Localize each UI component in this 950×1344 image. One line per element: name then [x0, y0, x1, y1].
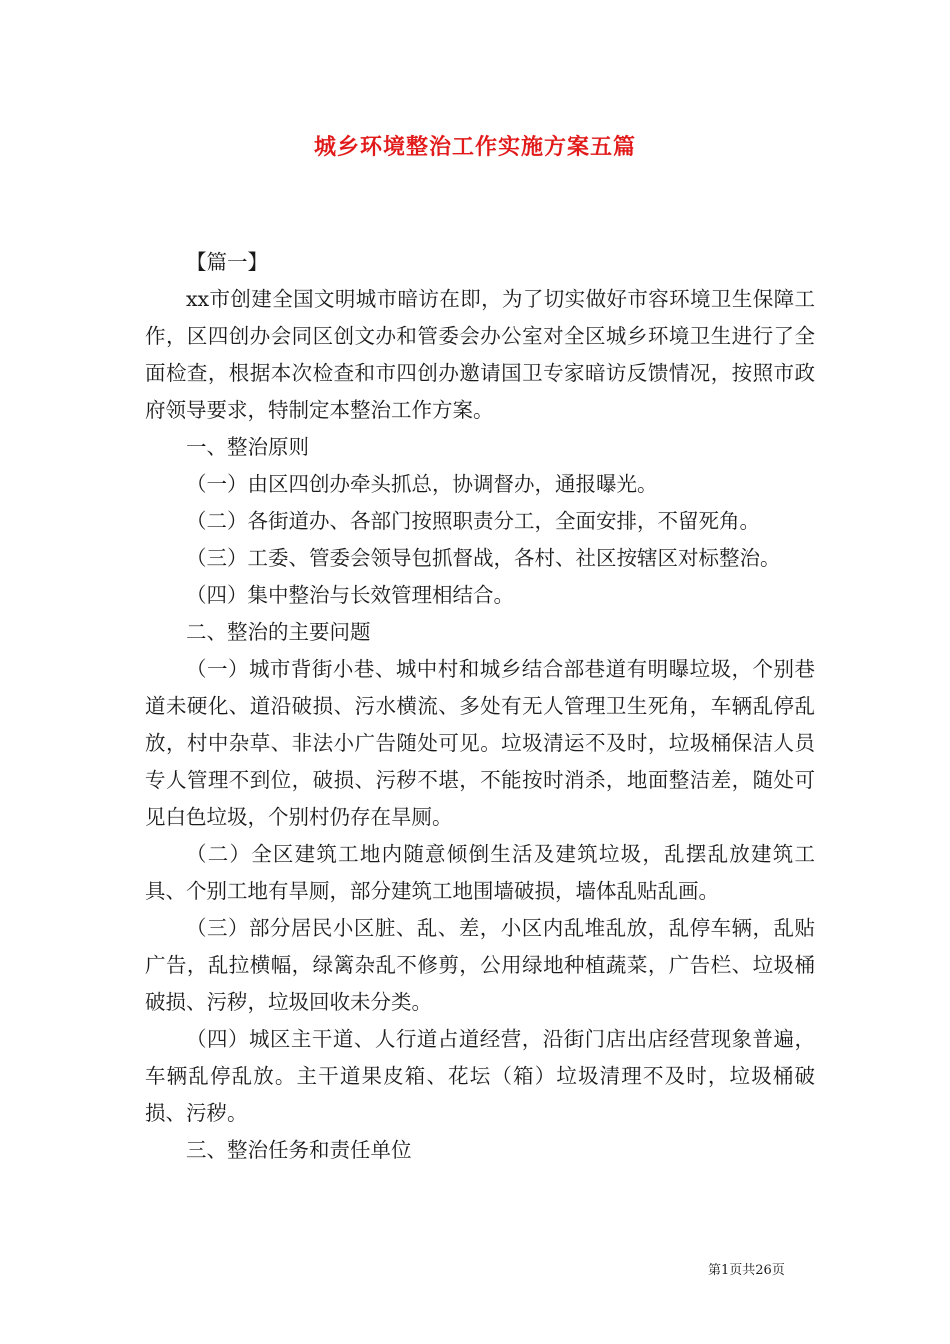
page-number-footer: 第1页共26页: [708, 1263, 785, 1278]
section-heading-part-one: 【篇一】: [186, 250, 268, 274]
problem-item-4: （四）城区主干道、人行道占道经营，沿街门店出店经营现象普遍，车辆乱停乱放。主干道果皮箱、花坛（箱）垃圾清理不及时，垃圾桶破损、污秽。: [145, 1027, 815, 1125]
document-body: [145, 244, 815, 1169]
problem-item-2: （二）全区建筑工地内随意倾倒生活及建筑垃圾，乱摆乱放建筑工具、个别工地有旱厕，部分建筑工地围墙破损，墙体乱贴乱画。: [145, 842, 815, 903]
problem-item-3: （三）部分居民小区脏、乱、差，小区内乱堆乱放，乱停车辆，乱贴广告，乱拉横幅，绿篱杂乱不修剪，公用绿地种植蔬菜，广告栏、垃圾桶破损、污秽，垃圾回收未分类。: [145, 916, 815, 1014]
heading-tasks-units: 三、整治任务和责任单位: [186, 1138, 412, 1162]
principle-item-3: （三）工委、管委会领导包抓督战，各村、社区按辖区对标整治。: [186, 546, 781, 570]
heading-main-problems: 二、整治的主要问题: [186, 620, 371, 644]
principle-item-1: （一）由区四创办牵头抓总，协调督办，通报曝光。: [186, 472, 658, 496]
problem-item-1: （一）城市背街小巷、城中村和城乡结合部巷道有明曝垃圾，个别巷道未硬化、道沿破损、污水横流、多处有无人管理卫生死角，车辆乱停乱放，村中杂草、非法小广告随处可见。垃圾清运不及时，垃圾桶保洁人员专人管理不到位，破损、污秽不堪，不能按时消杀，地面整洁差，随处可见白色垃圾，个别村仍存在旱厕。: [145, 657, 815, 829]
document-title: 城乡环境整治工作实施方案五篇: [313, 134, 636, 160]
paragraph-intro: xx市创建全国文明城市暗访在即，为了切实做好市容环境卫生保障工作，区四创办会同区创文办和管委会办公室对全区城乡环境卫生进行了全面检查，根据本次检查和市四创办邀请国卫专家暗访反馈情况，按照市政府领导要求，特制定本整治工作方案。: [145, 287, 815, 422]
principle-item-4: （四）集中整治与长效管理相结合。: [186, 583, 514, 607]
heading-principles: 一、整治原则: [186, 435, 309, 459]
principle-item-2: （二）各街道办、各部门按照职责分工，全面安排，不留死角。: [186, 509, 760, 533]
